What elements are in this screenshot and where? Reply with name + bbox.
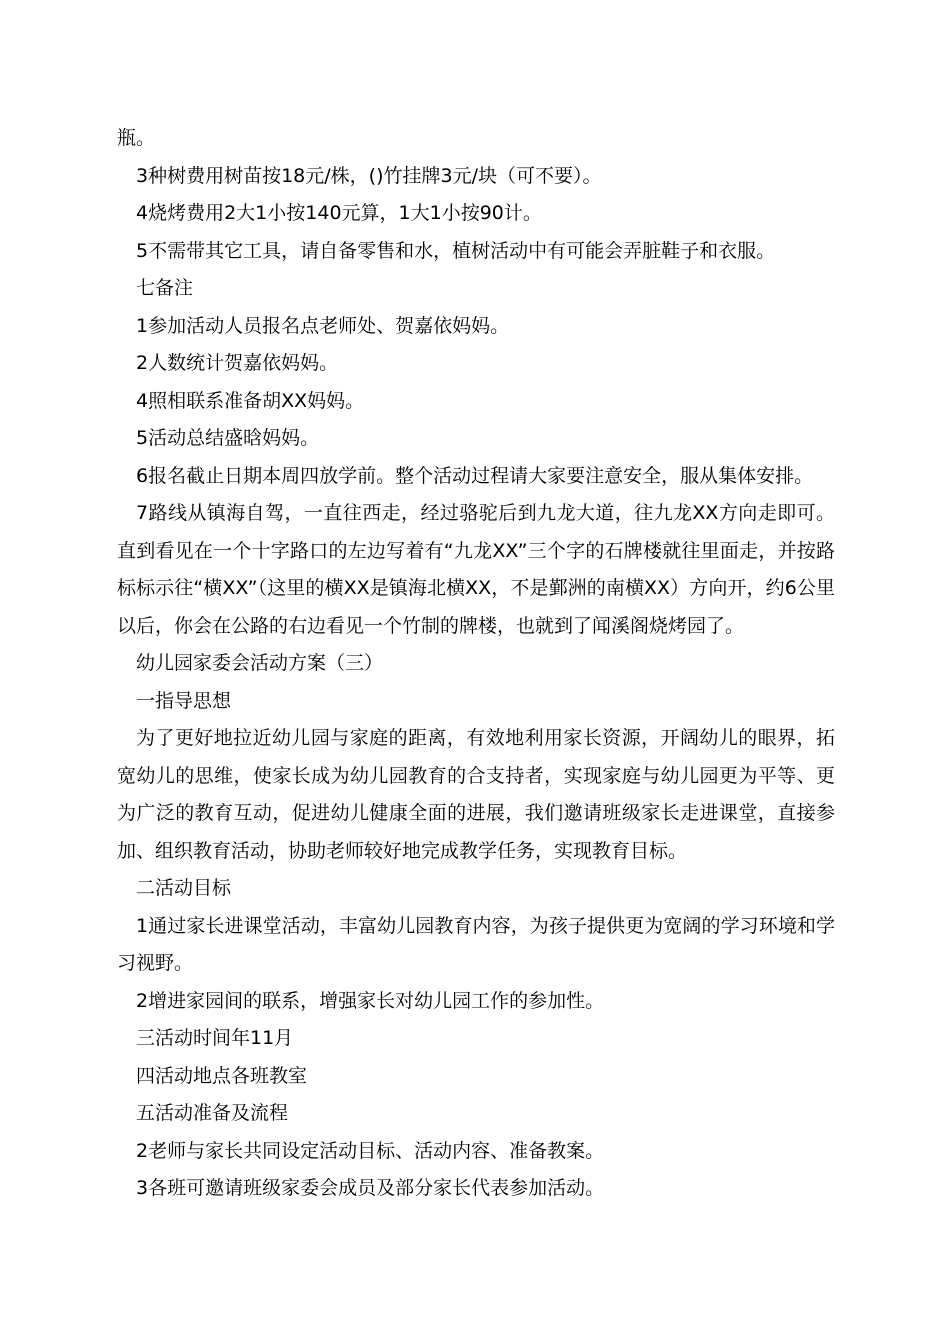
paragraph-continuation: 瓶。 [117,127,156,149]
paragraph-registration: 1参加活动人员报名点老师处、贺嘉依妈妈。 [136,314,510,337]
paragraph-goal-one: 1通过家长进课堂活动，丰富幼儿园教育内容，为孩子提供更为宽阔的学习环境和学习视野。 [117,914,835,974]
paragraph-route: 7路线从镇海自驾，一直往西走，经过骆驼后到九龙大道，往九龙XX方向走即可。直到看见在一个十字路口的左边写着有“九龙XX”三个字的石牌楼就往里面走，并按路标标示往“横XX”（这里的横XX是镇海北横XX，不是鄞洲的南横XX）方向开，约6公里以后，你会在公路的右边看见一个竹制的牌楼，也就到了闻溪阁烧烤园了。 [117,502,835,637]
paragraph-tree-fee: 3种树费用树苗按18元/株，()竹挂牌3元/块（可不要）。 [136,164,602,187]
section-heading-preparation: 五活动准备及流程 [136,1102,289,1124]
section-heading-goals: 二活动目标 [136,877,232,899]
paragraph-bbq-fee: 4烧烤费用2大1小按140元算，1大1小按90计。 [136,202,542,224]
document-title-plan-three: 幼儿园家委会活动方案（三） [136,652,384,674]
paragraph-prep-two: 2老师与家长共同设定活动目标、活动内容、准备教案。 [136,1139,605,1162]
paragraph-goal-two: 2增进家园间的联系，增强家长对幼儿园工作的参加性。 [136,989,605,1012]
paragraph-guiding-idea: 为了更好地拉近幼儿园与家庭的距离，有效地利用家长资源，开阔幼儿的眼界，拓宽幼儿的思维，使家长成为幼儿园教育的合支持者，实现家庭与幼儿园更为平等、更为广泛的教育互动，促进幼儿健康全面的进展，我们邀请班级家长走进课堂，直接参加、组织教育活动，协助老师较好地完成教学任务，实现教育目标。 [117,727,835,862]
paragraph-headcount: 2人数统计贺嘉依妈妈。 [136,352,339,374]
section-heading-remarks: 七备注 [136,277,194,299]
section-heading-location: 四活动地点各班教室 [136,1064,308,1087]
section-heading-guiding-idea: 一指导思想 [136,689,232,712]
paragraph-deadline: 6报名截止日期本周四放学前。整个活动过程请大家要注意安全，服从集体安排。 [136,464,814,487]
paragraph-prep-three: 3各班可邀请班级家委会成员及部分家长代表参加活动。 [136,1177,605,1199]
section-heading-time: 三活动时间年11月 [136,1027,294,1049]
paragraph-summary: 5活动总结盛晗妈妈。 [136,427,320,449]
paragraph-tools-note: 5不需带其它工具，请自备零售和水，植树活动中有可能会弄脏鞋子和衣服。 [136,239,776,262]
paragraph-photography: 4照相联系准备胡XX妈妈。 [136,389,365,412]
document-body [117,120,835,1208]
